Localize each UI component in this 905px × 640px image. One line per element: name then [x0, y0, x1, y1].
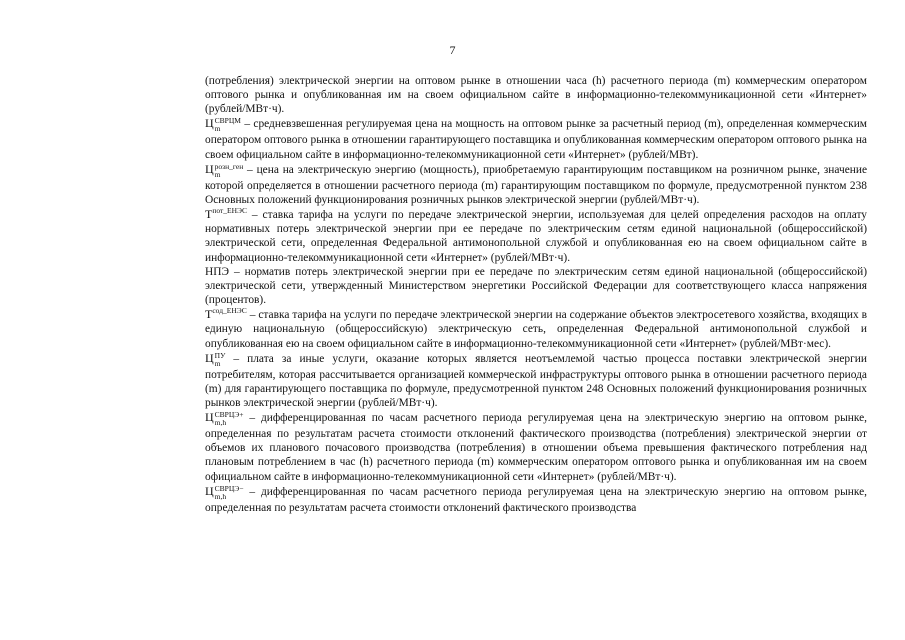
formula-symbol: Ц СВРЦМ m	[205, 116, 241, 134]
formula-symbol: Ц СВРЦЭ− m,h	[205, 483, 244, 501]
lead-paragraph: (потребления) электрической энергии на оптовом рынке в отношении часа (h) расчетного периода (m) коммерческим оператором оптового рынка и опубликованная им на своем официальном сайте в информационно-телекоммуникационной сети «Интернет» (рублей/МВт·ч).	[205, 75, 867, 116]
definition-text: – ставка тарифа на услуги по передаче электрической энергии, используемая для целей определения расходов на оплату нормативных потерь электрической энергии при ее передаче по электрическим сетям единой национальной (общероссийской) электрической сети, определенная Федеральной антимонопольной службой и опубликованная ею на своем официальном сайте в информационно-телекоммуникационной сети «Интернет» (рублей/МВт·ч).	[205, 209, 867, 264]
definition-paragraph	[205, 162, 867, 207]
formula-symbol: $T^{сод\_ЕНЭС}$	[205, 306, 247, 322]
formula-symbol: Ц ПУ m	[205, 350, 226, 368]
definition-paragraph	[205, 307, 867, 350]
formula-symbol: Ц розн_ген m	[205, 161, 244, 179]
definition-text: – плата за иные услуги, оказание которых является неотъемлемой частью процесса поставки электрической энергии потребителям, которая рассчитывается организацией коммерческой инфраструктуры оптового рынка в отношении расчетного периода (m) для гарантирующего поставщика по формуле, предусмотренной пунктом 248 Основных положений функционирования розничных рынков электрической энергии (рублей/МВт·ч).	[205, 352, 867, 409]
definition-text: – дифференцированная по часам расчетного периода регулируемая цена на электрическую энергию на оптовом рынке, определенная по результатам расчета стоимости отклонений фактического производства	[205, 485, 867, 514]
definition-paragraph	[205, 484, 867, 515]
page-number: 7	[449, 43, 456, 57]
definition-paragraph	[205, 351, 867, 410]
definition-text: – ставка тарифа на услуги по передаче электрической энергии на содержание объектов электросетевого хозяйства, входящих в единую национальную (общероссийскую) электрическую сеть, определенная Федеральной антимонопольной службой и опубликованная ею на своем официальном сайте в информационно-телекоммуникационной сети «Интернет» (рублей/МВт·мес).	[205, 309, 867, 350]
definition-text: – средневзвешенная регулируемая цена на мощность на оптовом рынке за расчетный период (m), определенная коммерческим оператором оптового рынка в отношении гарантирующего поставщика и опубликованная коммерческим оператором оптового рынка на своем официальном сайте в информационно-телекоммуникационной сети «Интернет» (рублей/МВт).	[205, 118, 867, 161]
formula-symbol: НПЭ	[205, 265, 229, 278]
definition-text: – дифференцированная по часам расчетного периода регулируемая цена на электрическую энергию на оптовом рынке, определенная по результатам расчета стоимости отклонений фактического производства (потребления) электрической энергии от объемов их планового почасового производства (потребления) в отношении объема превышения фактического потребления над плановым потреблением в час (h) расчетного периода (m) коммерческим оператором оптового рынка и опубликованная им на своем официальном сайте в информационно-телекоммуникационной сети «Интернет» (рублей/МВт·ч).	[205, 412, 867, 483]
definition-paragraph	[205, 207, 867, 265]
definition-paragraph	[205, 116, 867, 161]
definition-paragraph	[205, 410, 867, 484]
formula-symbol: Ц СВРЦЭ+ m,h	[205, 410, 244, 428]
formula-symbol: $T^{пот\_ЕНЭС}$	[205, 206, 247, 222]
definition-text: – цена на электрическую энергию (мощность), приобретаемую гарантирующим поставщиком на розничном рынке, значение которой определяется в отношении расчетного периода (m) гарантирующим поставщиком по формуле, предусмотренной пунктом 238 Основных положений функционирования розничных рынков электрической энергии (рублей/МВт·ч).	[205, 163, 867, 206]
definition-text: – норматив потерь электрической энергии при ее передаче по электрическим сетям единой национальной (общероссийской) электрической сети, утвержденный Министерством энергетики Российской Федерации для соответствующего класса напряжения (процентов).	[205, 265, 867, 307]
definition-paragraph	[205, 265, 867, 307]
document-body	[205, 74, 867, 515]
